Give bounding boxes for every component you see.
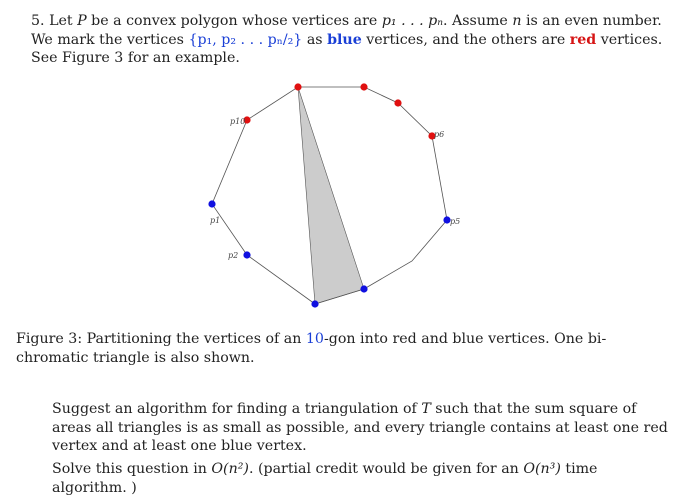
red-word: red <box>569 31 597 48</box>
caption-text: -gon into red and blue vertices. One bi-chromatic triangle is also shown. <box>16 331 607 366</box>
suggest-text: such that the sum square of areas all triangles is as small as possible, and every triangle contains at least one red vertex and at least one blue vertex. <box>52 401 668 454</box>
label-p1: p1 <box>210 216 221 225</box>
blue-vertex <box>311 300 318 307</box>
complexity-n2: O(n²) <box>211 461 249 477</box>
blue-vertex-set: {p₁, p₂ . . . pₙ/₂} <box>188 31 303 48</box>
figure-caption <box>16 330 676 367</box>
solve-text: Solve this question in <box>52 461 212 477</box>
problem-number: 5. <box>31 13 45 29</box>
vertex-sequence: p₁ . . . pₙ <box>381 13 443 29</box>
problem-text: is an even number. We mark the vertices <box>31 13 662 48</box>
caption-number: 10 <box>305 331 324 347</box>
blue-vertex-p1 <box>208 200 215 207</box>
problem-text: . Assume <box>443 13 513 29</box>
label-p2: p2 <box>228 251 239 260</box>
problem-text: vertices. See Figure 3 for an example. <box>31 31 663 66</box>
label-p6: p6 <box>434 130 445 139</box>
problem-text: vertices, and the others are <box>361 31 570 48</box>
solve-paragraph <box>52 460 672 497</box>
label-p5: p5 <box>450 217 461 226</box>
problem-text: Let <box>49 13 78 29</box>
problem-statement <box>31 12 671 68</box>
suggest-paragraph <box>52 400 672 456</box>
n-symbol: n <box>512 13 522 29</box>
bichromatic-triangle <box>298 87 364 304</box>
label-p10: p10 <box>230 117 246 126</box>
red-vertex <box>294 83 301 90</box>
blue-vertex-p2 <box>243 251 250 258</box>
solve-text: . (partial credit would be given for an <box>248 461 524 477</box>
problem-text: as <box>302 31 328 48</box>
red-vertex <box>360 83 367 90</box>
blue-word: blue <box>327 31 362 48</box>
suggest-text: Suggest an algorithm for finding a triangulation of <box>52 401 422 417</box>
polygon-figure <box>190 78 490 318</box>
solve-text: time algorithm. ) <box>52 461 598 496</box>
polygon-symbol: P <box>77 13 87 29</box>
complexity-n3: O(n³) <box>523 461 561 477</box>
red-vertex <box>394 99 401 106</box>
problem-text: be a convex polygon whose vertices are <box>86 13 382 29</box>
blue-vertex <box>360 285 367 292</box>
triangulation-symbol: T <box>421 401 431 417</box>
caption-text: Figure 3: Partitioning the vertices of an <box>16 331 306 347</box>
